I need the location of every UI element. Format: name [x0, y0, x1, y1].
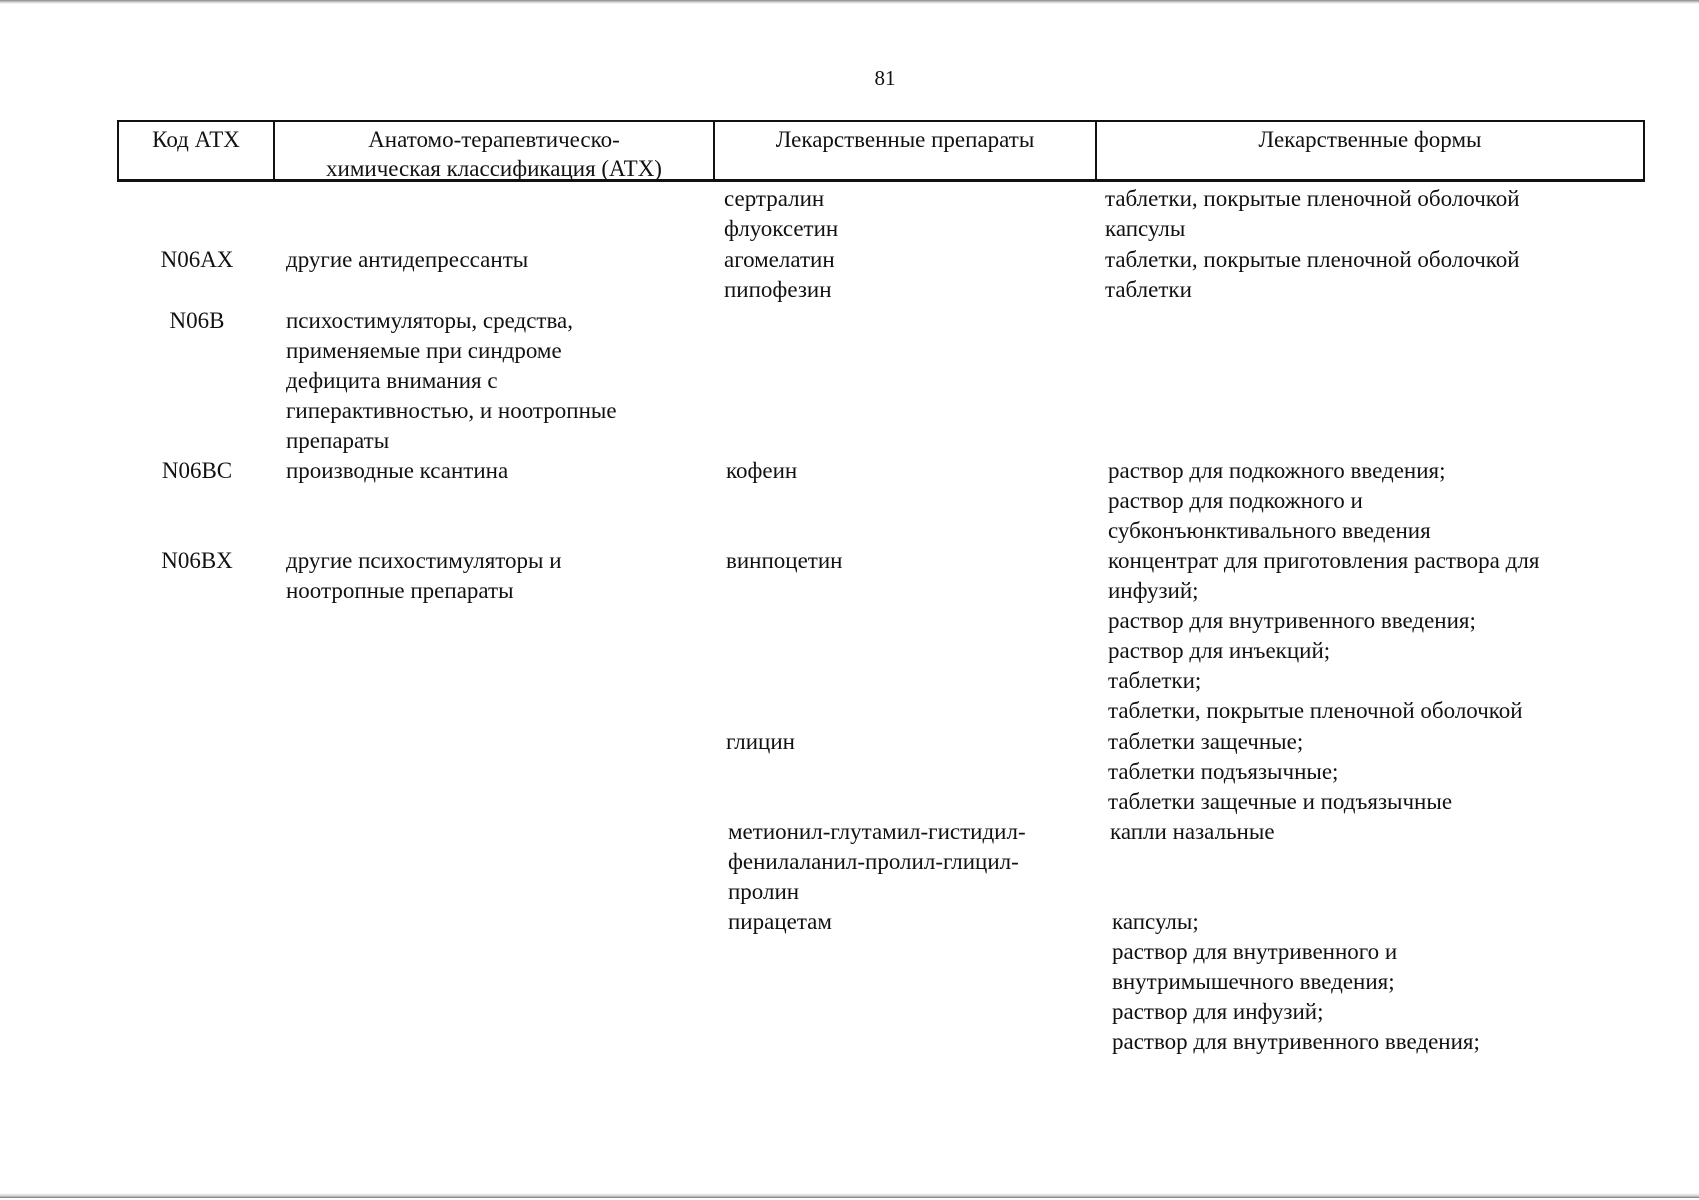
table-header	[117, 120, 1645, 182]
drug-cell	[724, 184, 824, 214]
atc-code: N06BC	[161, 458, 233, 483]
drug-line: метионил-глутамил-гистидил-	[728, 819, 1026, 844]
drug-cell	[726, 727, 795, 757]
drug-line: пирацетам	[728, 909, 832, 934]
atc-code: N06AX	[160, 247, 234, 272]
classification-cell	[286, 456, 508, 486]
drug-line: фенилаланил-пролил-глицил-	[728, 849, 1019, 874]
form-line: таблетки	[1105, 277, 1192, 302]
classification-line: ноотропные препараты	[286, 578, 514, 603]
header-code	[119, 122, 273, 179]
forms-cell	[1108, 727, 1452, 817]
header-classification	[273, 122, 713, 179]
header-forms	[1095, 122, 1643, 179]
classification-cell	[286, 306, 617, 456]
form-line: раствор для инфузий;	[1112, 999, 1324, 1024]
form-line: раствор для внутривенного введения;	[1112, 1029, 1480, 1054]
forms-cell	[1105, 245, 1520, 275]
drug-cell	[724, 214, 838, 244]
form-line: капсулы;	[1112, 909, 1199, 934]
form-line: раствор для подкожного и	[1108, 488, 1363, 513]
header-classification-line2: химическая классификация (АТХ)	[326, 156, 662, 181]
drug-cell	[724, 245, 835, 275]
drug-cell	[726, 546, 842, 576]
classification-line: психостимуляторы, средства,	[286, 308, 573, 333]
header-forms-label: Лекарственные формы	[1258, 127, 1482, 152]
classification-line: другие психостимуляторы и	[286, 548, 562, 573]
atc-code: N06B	[169, 308, 225, 333]
drug-line: агомелатин	[724, 247, 835, 272]
form-line: таблетки подъязычные;	[1108, 759, 1339, 784]
classification-line: гиперактивностью, и ноотропные	[286, 398, 617, 423]
drug-cell	[728, 817, 1026, 907]
classification-line: препараты	[286, 428, 390, 453]
forms-cell	[1112, 907, 1480, 1057]
form-line: внутримышечного введения;	[1112, 969, 1395, 994]
drug-line: пролин	[728, 879, 800, 904]
forms-cell	[1110, 817, 1275, 847]
classification-line: производные ксантина	[286, 458, 509, 483]
header-classification-line1: Анатомо-терапевтическо-	[368, 127, 620, 152]
atc-code: N06BX	[161, 548, 233, 573]
classification-line: дефицита внимания с	[286, 368, 498, 393]
drug-cell	[726, 456, 797, 486]
drug-line: пипофезин	[724, 277, 832, 302]
classification-line: другие антидепрессанты	[286, 247, 529, 272]
drug-line: флуоксетин	[724, 216, 839, 241]
forms-cell	[1105, 184, 1520, 214]
drug-line: винпоцетин	[726, 548, 843, 573]
form-line: капсулы	[1105, 216, 1186, 241]
form-line: раствор для подкожного введения;	[1108, 458, 1446, 483]
classification-cell	[286, 245, 528, 275]
form-line: таблетки;	[1108, 668, 1202, 693]
form-line: раствор для инъекций;	[1108, 638, 1331, 663]
form-line: таблетки, покрытые пленочной оболочкой	[1105, 186, 1520, 211]
forms-cell	[1105, 214, 1185, 244]
header-drugs-label: Лекарственные препараты	[775, 127, 1035, 152]
drug-line: сертралин	[724, 186, 825, 211]
header-code-label: Код АТХ	[152, 127, 240, 152]
form-line: раствор для внутривенного и	[1112, 939, 1398, 964]
forms-cell	[1108, 546, 1539, 726]
form-line: таблетки защечные;	[1108, 729, 1304, 754]
form-line: капли назальные	[1110, 819, 1275, 844]
forms-cell	[1108, 456, 1446, 546]
drug-line: кофеин	[726, 458, 798, 483]
classification-cell	[286, 546, 562, 606]
scan-edge-bottom	[0, 1193, 1699, 1198]
drug-cell	[724, 275, 832, 305]
page-number: 81	[874, 66, 896, 90]
classification-line: применяемые при синдроме	[286, 338, 562, 363]
form-line: таблетки, покрытые пленочной оболочкой	[1105, 247, 1520, 272]
form-line: таблетки, покрытые пленочной оболочкой	[1108, 698, 1523, 723]
form-line: раствор для внутривенного введения;	[1108, 608, 1476, 633]
form-line: концентрат для приготовления раствора для	[1108, 548, 1540, 573]
form-line: субконъюнктивального введения	[1108, 518, 1431, 543]
drug-cell	[728, 907, 832, 937]
form-line: инфузий;	[1108, 578, 1199, 603]
forms-cell	[1105, 275, 1192, 305]
header-drugs	[713, 122, 1095, 179]
form-line: таблетки защечные и подъязычные	[1108, 789, 1453, 814]
drug-line: глицин	[726, 729, 795, 754]
scan-edge-top	[0, 0, 1699, 4]
